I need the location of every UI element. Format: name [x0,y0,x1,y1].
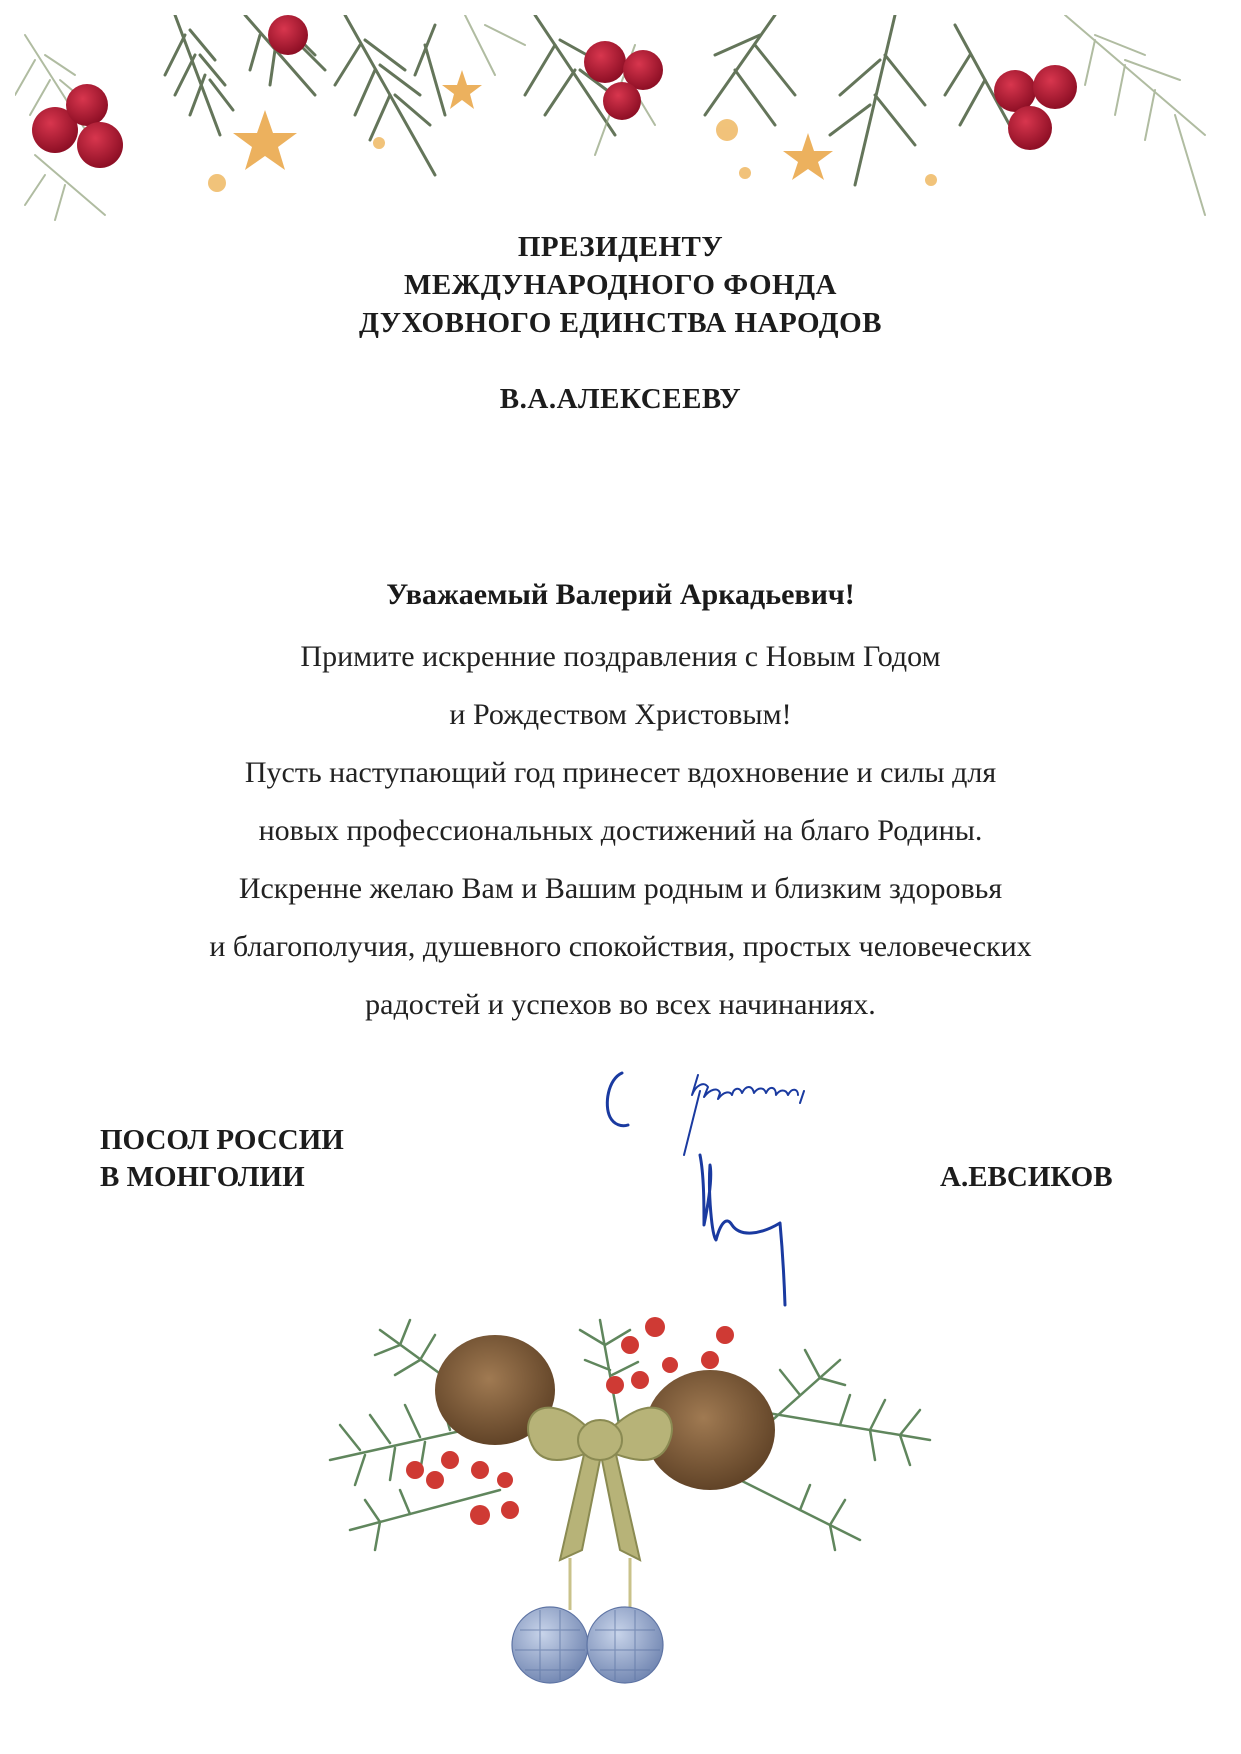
letter-line: и Рождеством Христовым! [449,698,792,731]
letter-line: Искренне желаю Вам и Вашим родным и близким здоровья [238,872,1003,905]
pine-border-decoration [15,15,1210,230]
plaid-bow [528,1408,672,1560]
letter-line: Пусть наступающий год принесет вдохновение и силы для [244,756,997,789]
salutation: Уважаемый Валерий Аркадьевич! [386,578,855,611]
handwritten-closing-c [607,1073,628,1126]
recipient-line: ДУХОВНОГО ЕДИНСТВА НАРОДОВ [358,307,883,339]
sender-name: А.ЕВСИКОВ [940,1161,1113,1193]
recipient-line: МЕЖДУНАРОДНОГО ФОНДА [403,269,837,301]
sender-position-line: В МОНГОЛИИ [100,1161,305,1193]
christmas-ornament-decoration [320,1300,940,1700]
recipient-address [0,228,1241,342]
blue-ornament-balls [512,1607,663,1683]
sender-position-line: ПОСОЛ РОССИИ [100,1124,344,1156]
letter-body [0,570,1241,1034]
letter-line: радостей и успехов во всех начинаниях. [365,988,876,1021]
berry-single-top [268,15,308,55]
handwritten-signature [600,1065,920,1315]
sender-position [100,1122,344,1196]
berry-cluster-left [32,84,123,168]
star-decorations [233,70,833,180]
letter-line: и благополучия, душевного спокойствия, простых человеческих [209,930,1032,963]
recipient-line: ПРЕЗИДЕНТУ [517,231,724,263]
handwritten-closing-word [684,1075,804,1155]
letter-line: новых профессиональных достижений на благо Родины. [258,814,983,847]
berry-cluster-right [994,65,1077,150]
signature-stroke [700,1155,785,1305]
ornament-strings [570,1558,630,1610]
dot-decorations [208,119,937,192]
recipient-name: В.А.АЛЕКСЕЕВУ [499,383,742,415]
letter-line: Примите искренние поздравления с Новым Годом [300,640,941,673]
